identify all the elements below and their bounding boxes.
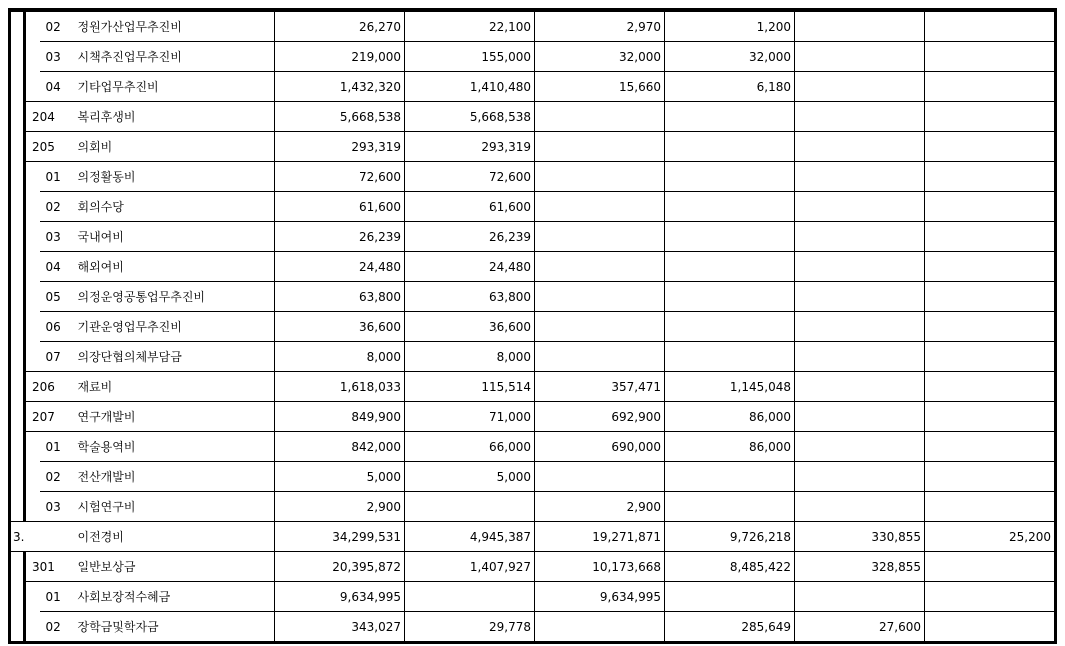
indent-level-1 <box>10 252 25 282</box>
amount-cell <box>795 312 925 342</box>
amount-cell <box>925 462 1056 492</box>
amount-cell: 61,600 <box>405 192 535 222</box>
table-row <box>10 192 1056 222</box>
table-row <box>10 372 1056 402</box>
amount-cell <box>925 252 1056 282</box>
row-name: 일반보상금 <box>70 552 275 582</box>
indent-level-2 <box>25 42 40 72</box>
amount-cell: 36,600 <box>275 312 405 342</box>
amount-cell: 24,480 <box>275 252 405 282</box>
amount-cell <box>925 342 1056 372</box>
row-code: 04 <box>40 252 70 282</box>
indent-level-2 <box>25 10 40 42</box>
amount-cell <box>925 162 1056 192</box>
indent-level-1 <box>10 402 25 432</box>
amount-cell: 2,900 <box>275 492 405 522</box>
amount-cell <box>795 342 925 372</box>
amount-cell: 24,480 <box>405 252 535 282</box>
row-code: 04 <box>40 72 70 102</box>
row-name: 연구개발비 <box>70 402 275 432</box>
row-code: 204 <box>25 102 70 132</box>
amount-cell: 9,634,995 <box>275 582 405 612</box>
row-name: 회의수당 <box>70 192 275 222</box>
amount-cell: 692,900 <box>535 402 665 432</box>
table-row <box>10 162 1056 192</box>
amount-cell: 6,180 <box>665 72 795 102</box>
amount-cell: 71,000 <box>405 402 535 432</box>
amount-cell <box>535 192 665 222</box>
amount-cell <box>405 492 535 522</box>
amount-cell: 5,668,538 <box>405 102 535 132</box>
amount-cell <box>795 252 925 282</box>
amount-cell: 10,173,668 <box>535 552 665 582</box>
amount-cell: 22,100 <box>405 10 535 42</box>
amount-cell <box>795 492 925 522</box>
indent-level-1 <box>10 492 25 522</box>
amount-cell: 72,600 <box>405 162 535 192</box>
indent-level-2 <box>25 222 40 252</box>
row-name: 의정활동비 <box>70 162 275 192</box>
amount-cell: 5,668,538 <box>275 102 405 132</box>
table-row <box>10 612 1056 643</box>
amount-cell <box>535 612 665 643</box>
amount-cell <box>795 372 925 402</box>
amount-cell: 26,270 <box>275 10 405 42</box>
amount-cell <box>535 462 665 492</box>
amount-cell: 1,145,048 <box>665 372 795 402</box>
amount-cell: 27,600 <box>795 612 925 643</box>
amount-cell: 1,410,480 <box>405 72 535 102</box>
amount-cell <box>925 312 1056 342</box>
amount-cell <box>795 462 925 492</box>
row-code: 205 <box>25 132 70 162</box>
amount-cell <box>925 132 1056 162</box>
indent-level-2 <box>25 612 40 643</box>
amount-cell: 19,271,871 <box>535 522 665 552</box>
row-code: 02 <box>40 10 70 42</box>
amount-cell <box>795 402 925 432</box>
table-row <box>10 312 1056 342</box>
amount-cell: 61,600 <box>275 192 405 222</box>
amount-cell: 4,945,387 <box>405 522 535 552</box>
amount-cell: 26,239 <box>275 222 405 252</box>
table-row <box>10 102 1056 132</box>
amount-cell <box>795 10 925 42</box>
amount-cell: 293,319 <box>275 132 405 162</box>
indent-level-1 <box>10 102 25 132</box>
row-code: 206 <box>25 372 70 402</box>
amount-cell: 219,000 <box>275 42 405 72</box>
amount-cell <box>535 162 665 192</box>
indent-level-2 <box>25 162 40 192</box>
amount-cell <box>665 222 795 252</box>
amount-cell: 20,395,872 <box>275 552 405 582</box>
amount-cell: 9,726,218 <box>665 522 795 552</box>
indent-level-1 <box>10 432 25 462</box>
indent-level-1 <box>10 342 25 372</box>
amount-cell: 66,000 <box>405 432 535 462</box>
amount-cell: 330,855 <box>795 522 925 552</box>
amount-cell: 63,800 <box>275 282 405 312</box>
row-name: 시험연구비 <box>70 492 275 522</box>
table-row <box>10 252 1056 282</box>
row-name: 이전경비 <box>70 522 275 552</box>
table-row <box>10 462 1056 492</box>
row-code: 03 <box>40 42 70 72</box>
amount-cell <box>535 312 665 342</box>
amount-cell: 86,000 <box>665 402 795 432</box>
amount-cell: 328,855 <box>795 552 925 582</box>
amount-cell <box>925 42 1056 72</box>
indent-level-2 <box>25 432 40 462</box>
indent-level-1 <box>10 162 25 192</box>
amount-cell <box>795 582 925 612</box>
amount-cell <box>535 282 665 312</box>
table-row <box>10 342 1056 372</box>
indent-level-1 <box>10 552 25 582</box>
amount-cell <box>925 552 1056 582</box>
indent-level-2 <box>25 312 40 342</box>
row-name: 해외여비 <box>70 252 275 282</box>
table-row <box>10 42 1056 72</box>
amount-cell <box>665 162 795 192</box>
row-code: 01 <box>40 582 70 612</box>
amount-cell <box>405 582 535 612</box>
table-row <box>10 552 1056 582</box>
row-name: 국내여비 <box>70 222 275 252</box>
amount-cell: 86,000 <box>665 432 795 462</box>
indent-level-2 <box>25 462 40 492</box>
amount-cell <box>665 342 795 372</box>
amount-cell <box>925 582 1056 612</box>
row-name: 의회비 <box>70 132 275 162</box>
budget-table <box>8 8 1057 644</box>
amount-cell: 72,600 <box>275 162 405 192</box>
amount-cell: 1,407,927 <box>405 552 535 582</box>
indent-level-2 <box>25 582 40 612</box>
amount-cell: 2,970 <box>535 10 665 42</box>
amount-cell: 15,660 <box>535 72 665 102</box>
amount-cell <box>795 132 925 162</box>
amount-cell: 293,319 <box>405 132 535 162</box>
amount-cell <box>535 342 665 372</box>
amount-cell <box>795 282 925 312</box>
amount-cell: 29,778 <box>405 612 535 643</box>
amount-cell: 1,618,033 <box>275 372 405 402</box>
indent-level-1 <box>10 72 25 102</box>
amount-cell: 63,800 <box>405 282 535 312</box>
amount-cell: 8,000 <box>405 342 535 372</box>
row-name: 시책추진업무추진비 <box>70 42 275 72</box>
amount-cell <box>795 42 925 72</box>
row-name: 사회보장적수혜금 <box>70 582 275 612</box>
amount-cell <box>665 582 795 612</box>
indent-level-1 <box>10 282 25 312</box>
amount-cell <box>795 222 925 252</box>
row-name: 재료비 <box>70 372 275 402</box>
amount-cell: 1,200 <box>665 10 795 42</box>
indent-level-1 <box>10 192 25 222</box>
amount-cell <box>925 72 1056 102</box>
amount-cell <box>665 252 795 282</box>
row-code: 01 <box>40 162 70 192</box>
amount-cell <box>925 612 1056 643</box>
table-row <box>10 10 1056 42</box>
row-code: 02 <box>40 612 70 643</box>
amount-cell: 8,000 <box>275 342 405 372</box>
row-name: 의정운영공통업무추진비 <box>70 282 275 312</box>
row-code: 07 <box>40 342 70 372</box>
amount-cell: 849,900 <box>275 402 405 432</box>
row-code: 05 <box>40 282 70 312</box>
row-code: 3. <box>10 522 70 552</box>
row-code: 02 <box>40 192 70 222</box>
amount-cell: 25,200 <box>925 522 1056 552</box>
row-name: 기관운영업무추진비 <box>70 312 275 342</box>
row-code: 01 <box>40 432 70 462</box>
amount-cell <box>665 132 795 162</box>
row-name: 장학금및학자금 <box>70 612 275 643</box>
amount-cell: 5,000 <box>275 462 405 492</box>
table-row <box>10 432 1056 462</box>
table-row <box>10 222 1056 252</box>
amount-cell <box>795 432 925 462</box>
indent-level-2 <box>25 342 40 372</box>
amount-cell <box>925 492 1056 522</box>
amount-cell <box>925 432 1056 462</box>
row-code: 03 <box>40 222 70 252</box>
amount-cell <box>665 492 795 522</box>
indent-level-2 <box>25 192 40 222</box>
amount-cell: 1,432,320 <box>275 72 405 102</box>
amount-cell <box>665 462 795 492</box>
row-name: 기타업무추진비 <box>70 72 275 102</box>
amount-cell <box>795 162 925 192</box>
row-code: 301 <box>25 552 70 582</box>
amount-cell <box>795 192 925 222</box>
amount-cell: 34,299,531 <box>275 522 405 552</box>
indent-level-1 <box>10 612 25 643</box>
row-name: 의장단협의체부담금 <box>70 342 275 372</box>
amount-cell <box>665 192 795 222</box>
indent-level-1 <box>10 372 25 402</box>
amount-cell: 357,471 <box>535 372 665 402</box>
indent-level-1 <box>10 132 25 162</box>
row-name: 전산개발비 <box>70 462 275 492</box>
table-row <box>10 492 1056 522</box>
row-name: 정원가산업무추진비 <box>70 10 275 42</box>
amount-cell <box>925 10 1056 42</box>
row-code: 06 <box>40 312 70 342</box>
row-code: 207 <box>25 402 70 432</box>
amount-cell: 5,000 <box>405 462 535 492</box>
table-row <box>10 582 1056 612</box>
amount-cell: 115,514 <box>405 372 535 402</box>
table-row <box>10 402 1056 432</box>
indent-level-2 <box>25 72 40 102</box>
indent-level-1 <box>10 312 25 342</box>
amount-cell <box>795 102 925 132</box>
amount-cell <box>795 72 925 102</box>
row-code: 02 <box>40 462 70 492</box>
amount-cell <box>535 132 665 162</box>
amount-cell <box>925 102 1056 132</box>
amount-cell <box>665 312 795 342</box>
amount-cell <box>665 282 795 312</box>
amount-cell: 842,000 <box>275 432 405 462</box>
table-row <box>10 522 1056 552</box>
amount-cell <box>925 372 1056 402</box>
table-row <box>10 72 1056 102</box>
amount-cell: 8,485,422 <box>665 552 795 582</box>
amount-cell: 285,649 <box>665 612 795 643</box>
amount-cell: 690,000 <box>535 432 665 462</box>
indent-level-2 <box>25 252 40 282</box>
amount-cell: 36,600 <box>405 312 535 342</box>
amount-cell: 9,634,995 <box>535 582 665 612</box>
indent-level-1 <box>10 222 25 252</box>
budget-table-container <box>8 8 1056 636</box>
amount-cell: 32,000 <box>665 42 795 72</box>
indent-level-1 <box>10 462 25 492</box>
amount-cell <box>925 402 1056 432</box>
amount-cell <box>925 192 1056 222</box>
amount-cell: 26,239 <box>405 222 535 252</box>
table-row <box>10 282 1056 312</box>
amount-cell <box>665 102 795 132</box>
amount-cell <box>535 252 665 282</box>
amount-cell: 155,000 <box>405 42 535 72</box>
indent-level-2 <box>25 492 40 522</box>
indent-level-1 <box>10 42 25 72</box>
amount-cell: 32,000 <box>535 42 665 72</box>
row-name: 복리후생비 <box>70 102 275 132</box>
amount-cell <box>535 102 665 132</box>
indent-level-1 <box>10 10 25 42</box>
row-name: 학술용역비 <box>70 432 275 462</box>
amount-cell <box>535 222 665 252</box>
amount-cell <box>925 282 1056 312</box>
indent-level-1 <box>10 582 25 612</box>
row-code: 03 <box>40 492 70 522</box>
amount-cell <box>925 222 1056 252</box>
amount-cell: 343,027 <box>275 612 405 643</box>
indent-level-2 <box>25 282 40 312</box>
table-row <box>10 132 1056 162</box>
amount-cell: 2,900 <box>535 492 665 522</box>
